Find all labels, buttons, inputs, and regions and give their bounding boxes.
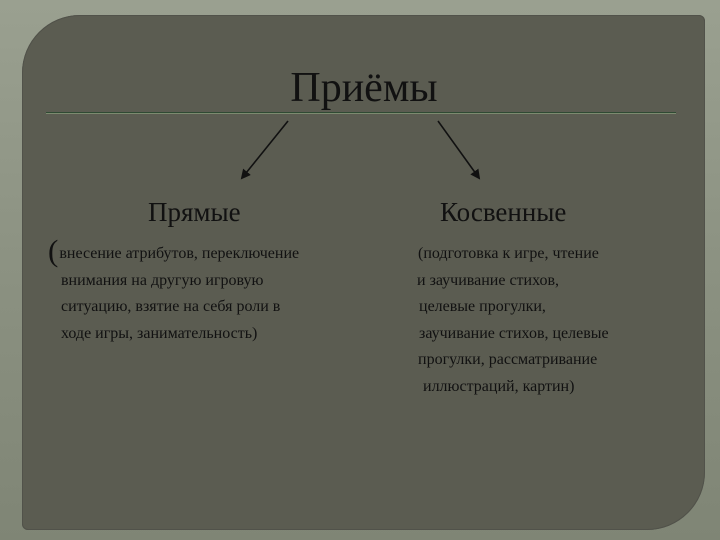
slide-title: Приёмы <box>290 65 438 111</box>
arrow-left-icon <box>242 121 288 178</box>
direct-line-1 <box>48 233 378 268</box>
direct-methods-text <box>48 233 378 347</box>
direct-line-3: ситуацию, взятие на себя роли в <box>61 298 281 315</box>
indirect-line-6: иллюстраций, картин) <box>423 377 575 395</box>
direct-line-4: ходе игры, занимательность) <box>61 324 258 342</box>
indirect-line-1: (подготовка к игре, чтение <box>418 245 599 262</box>
indirect-line-5: прогулки, рассматривание <box>418 351 598 368</box>
heading-indirect: Косвенные <box>440 197 567 227</box>
indirect-line-3: целевые прогулки, <box>419 298 546 315</box>
direct-line-1-text: внесение атрибутов, переключение <box>59 245 300 262</box>
arrow-right-icon <box>438 121 479 178</box>
open-paren: ( <box>48 233 59 268</box>
direct-line-2: внимания на другую игровую <box>61 271 264 289</box>
indirect-methods-text <box>416 241 706 400</box>
indirect-line-4: заучивание стихов, целевые <box>419 324 609 342</box>
heading-direct: Прямые <box>148 197 241 227</box>
indirect-line-2: и заучивание стихов, <box>417 271 560 289</box>
